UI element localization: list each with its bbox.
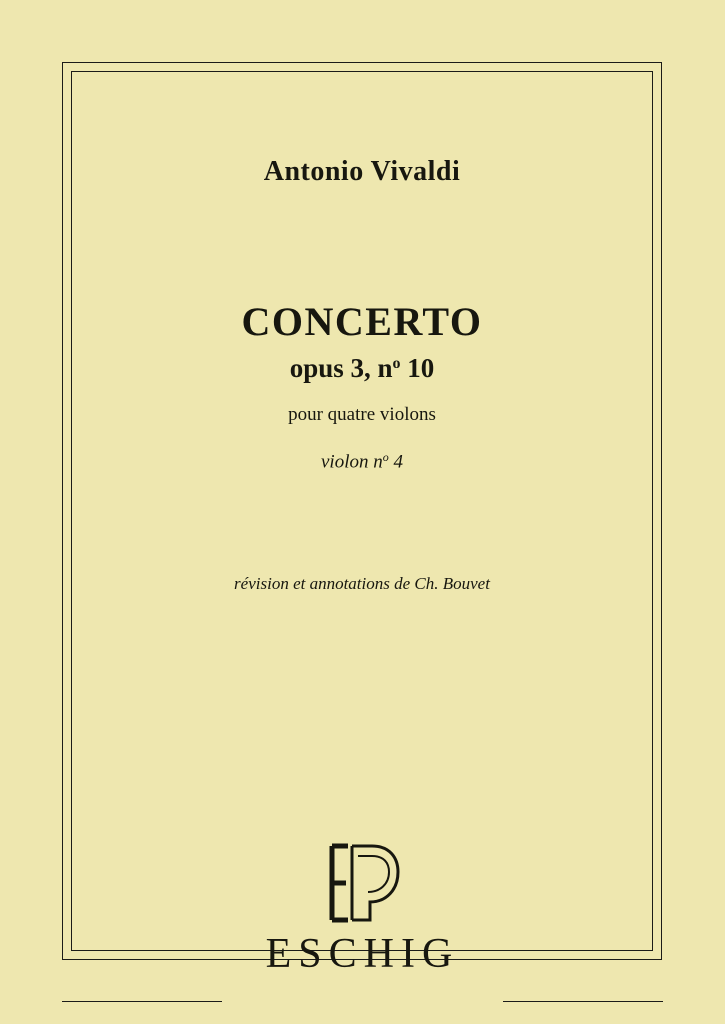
opus-ordinal-superscript: o xyxy=(392,355,401,373)
work-title: CONCERTO xyxy=(241,299,483,344)
part-line xyxy=(71,450,653,474)
part-ordinal-superscript: o xyxy=(382,450,389,464)
eschig-monogram-logo-icon xyxy=(318,838,408,928)
opus-prefix: opus 3, n xyxy=(289,353,393,383)
publisher-name: ESCHIG xyxy=(265,931,460,977)
opus-line xyxy=(71,353,653,384)
publisher-mark xyxy=(0,838,725,978)
publisher-rule-right xyxy=(503,1001,663,1002)
part-label: violon n xyxy=(321,451,383,473)
opus-number: 10 xyxy=(400,353,435,383)
composer-name: Antonio Vivaldi xyxy=(263,156,461,187)
scoring-line: pour quatre violons xyxy=(288,404,436,425)
cover-text-block xyxy=(71,71,653,951)
part-number: 4 xyxy=(388,451,403,473)
publisher-rule-left xyxy=(62,1001,222,1002)
revision-credit: révision et annotations de Ch. Bouvet xyxy=(234,573,490,593)
